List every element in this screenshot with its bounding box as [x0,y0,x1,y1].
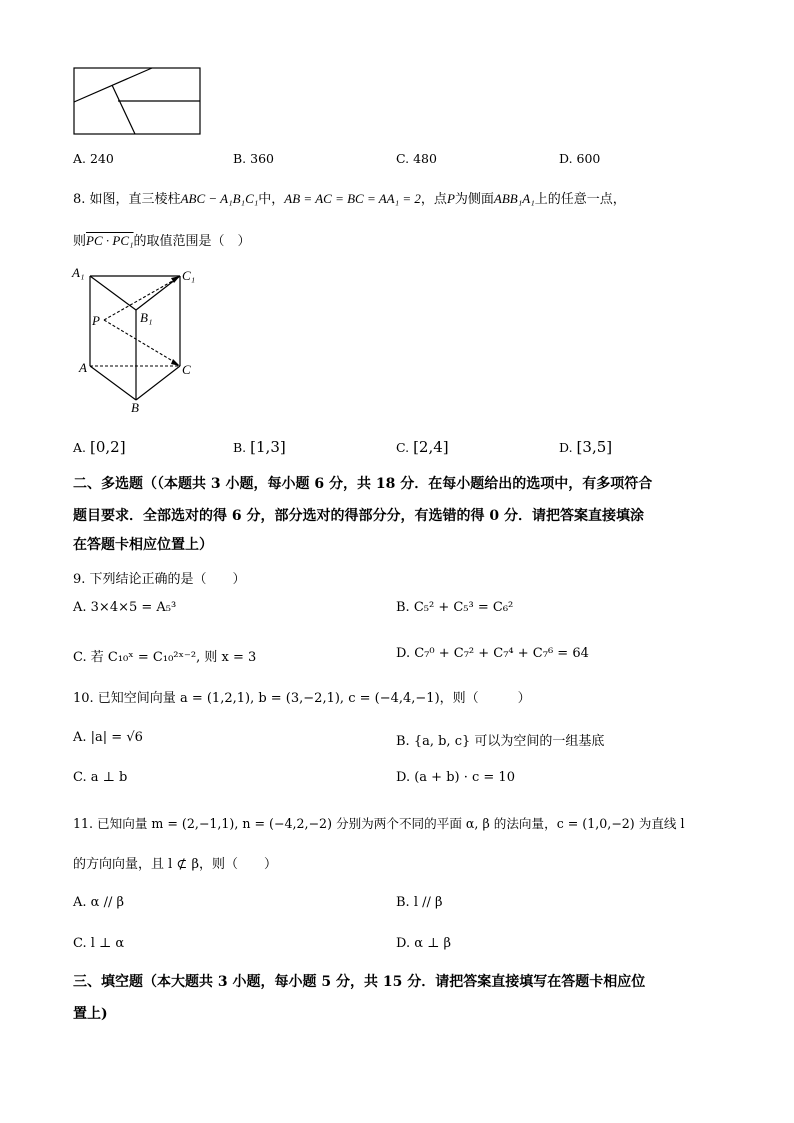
section2-heading-line3: 在答题卡相应位置上） [73,537,213,553]
label-a: A [79,360,87,375]
q11-option-a: A. α // β [73,895,124,910]
q8-text-then: 则 [73,234,87,249]
label-c: C [182,362,191,377]
q8-prism-figure [70,262,210,420]
q9-option-d: D. C₇⁰ + C₇² + C₇⁴ + C₇⁶ = 64 [396,646,589,661]
q8-option-c: C. [2,4] [396,438,449,456]
q11-stem-line2: 的方向向量，且 l ⊄ β，则（ ） [73,857,277,872]
q8-option-a: A. [0,2] [73,438,126,456]
q8-text-d: 为侧面 [454,192,494,207]
q8-condition: AB = AC = BC = AA₁ = 2 [284,191,421,206]
q8-stem-line2 [73,230,251,249]
q7-figure [70,64,206,138]
q8-stem-line1 [73,188,626,207]
label-b: B [131,400,139,415]
section2-heading-line2: 题目要求．全部选对的得 6 分，部分选对的得部分分，有选错的得 0 分．请把答案直接填涂 [73,508,644,524]
q9-stem: 9. 下列结论正确的是（ ） [73,572,246,587]
q8-text-b: 中， [258,192,285,207]
q7-option-d: D. 600 [559,151,601,166]
q10-option-b: B. {a, b, c} 可以为空间的一组基底 [396,734,605,749]
q8-prism: ABC − A₁B₁C₁ [180,191,259,206]
q10-option-a: A. |a| = √6 [73,730,143,745]
q8-option-b: B. [1,3] [233,438,286,456]
q8-number: 8. [73,192,86,207]
q8-option-d: D. [3,5] [559,438,613,456]
section2-heading-line1: 二、多选题（（本题共 3 小题，每小题 6 分，共 18 分．在每小题给出的选项中，有多项符合 [73,476,653,492]
q8-face: ABB₁A₁ [493,191,535,206]
q8-text-c: ，点 [420,192,447,207]
section3-heading-line1: 三、填空题（本大题共 3 小题，每小题 5 分，共 15 分．请把答案直接填写在答题卡相应位 [73,974,646,990]
q7-option-c: C. 480 [396,151,437,166]
label-c1: C₁ [182,268,196,283]
q10-option-d: D. (a + b) · c = 10 [396,770,515,785]
q10-option-c: C. a ⊥ b [73,770,128,785]
q11-stem-line1: 11. 已知向量 m = (2,−1,1), n = (−4,2,−2) 分别为两个不同的平面 α, β 的法向量，c = (1,0,−2) 为直线 l [73,816,685,831]
q8-point-p: P [446,191,455,206]
q8-text-a: 如图，直三棱柱 [89,192,181,207]
label-a1: A₁ [72,265,85,280]
q8-text-range: 的取值范围是（ ） [133,234,251,249]
q7-option-b: B. 360 [233,151,274,166]
q7-option-a: A. 240 [73,151,114,166]
q10-stem: 10. 已知空间向量 a = (1,2,1), b = (3,−2,1), c = (−4,4,−1)，则（ ） [73,691,531,706]
q11-option-d: D. α ⊥ β [396,936,452,951]
q11-option-c: C. l ⊥ α [73,936,125,951]
q9-option-c: C. 若 C₁₀ˣ = C₁₀²ˣ⁻², 则 x = 3 [73,650,257,665]
section3-heading-line2: 置上) [73,1006,108,1022]
q8-dot-product: PC · PC₁ [86,233,134,248]
q9-option-a: A. 3×4×5 = A₅³ [73,600,177,615]
label-p: P [92,313,100,328]
q11-option-b: B. l // β [396,895,443,910]
q9-option-b: B. C₅² + C₅³ = C₆² [396,600,514,615]
label-b1: B₁ [140,310,153,325]
q8-text-e: 上的任意一点， [534,192,626,207]
